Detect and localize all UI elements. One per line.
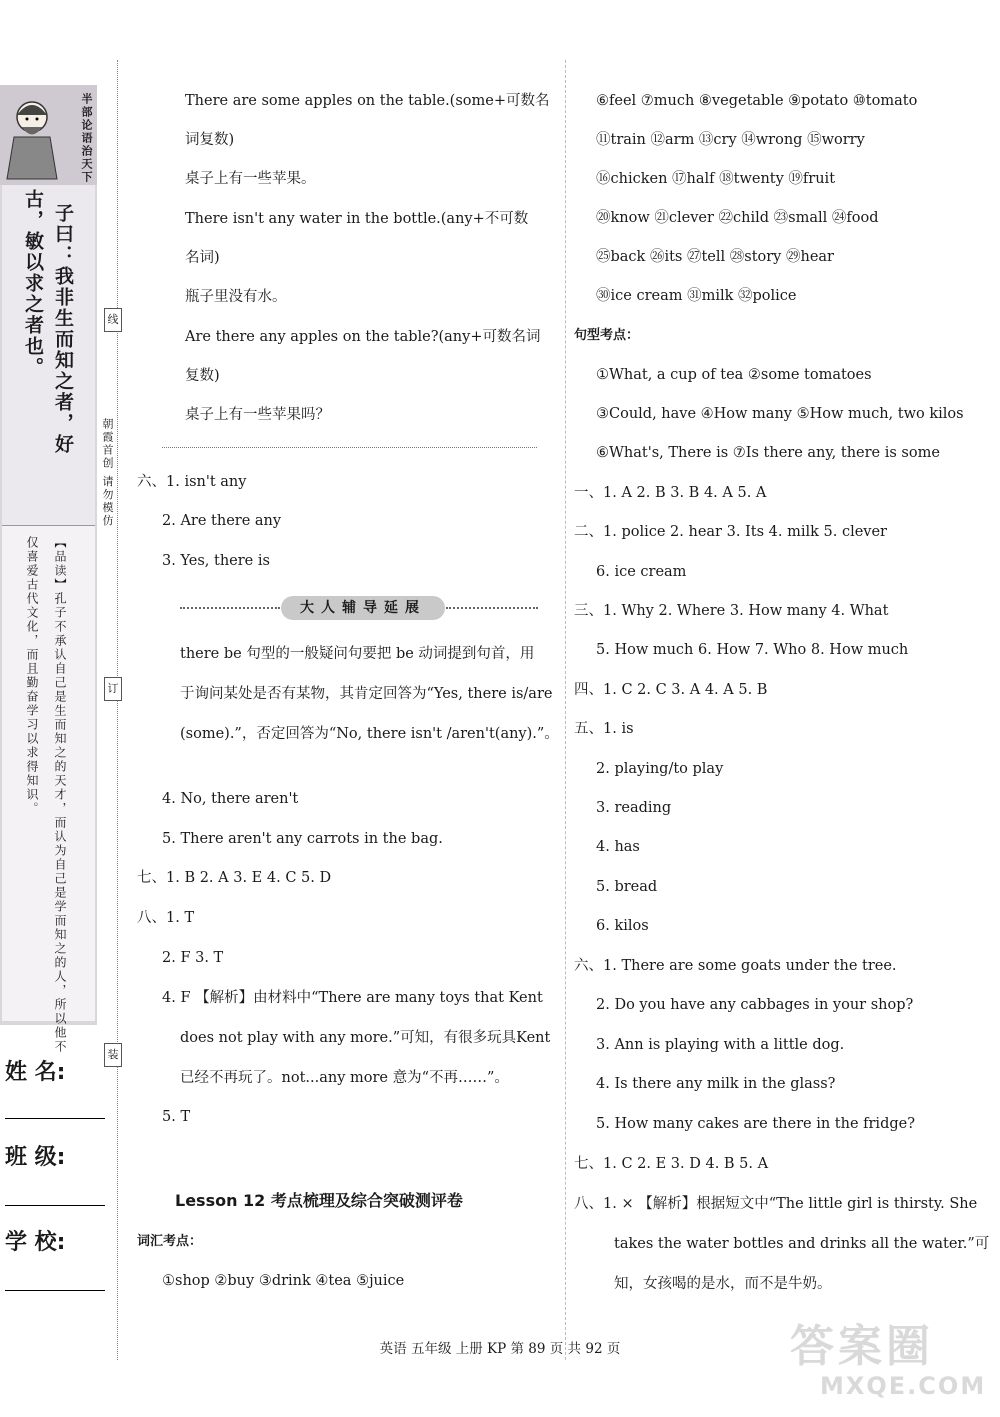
sec8-item-4-cont-2: 已经不再玩了。not...any more 意为“不再……”。	[180, 1070, 509, 1086]
explain-line-1: there be 句型的一般疑问句要把 be 动词提到句首，用	[180, 646, 535, 662]
badge-text: 半部论语治天下	[80, 93, 93, 184]
vocab-line-3: ⑪train ⑫arm ⑬cry ⑭wrong ⑮worry	[596, 132, 865, 148]
pattern-line-1: ①What, a cup of tea ②some tomatoes	[596, 367, 872, 383]
sec8-item-1: 八、1. T	[137, 910, 195, 926]
sec6-item-5: 5. There aren't any carrots in the bag.	[162, 831, 443, 847]
example-line-9: 桌子上有一些苹果吗？	[185, 407, 330, 423]
lesson-title: Lesson 12 考点梳理及综合突破测评卷	[175, 1191, 463, 1210]
explain-line-2: 于询问某处是否有某物，其肯定回答为“Yes, there is/are	[180, 686, 553, 702]
vocab-line-1: ①shop ②buy ③drink ④tea ⑤juice	[162, 1273, 405, 1289]
vocab-line-6: ㉕back ㉖its ㉗tell ㉘story ㉙hear	[596, 249, 834, 265]
answer-sec5-6: 6. kilos	[596, 918, 649, 934]
watermark-logo	[780, 1300, 990, 1410]
answer-sec1: 一、1. A 2. B 3. B 4. A 5. A	[574, 485, 767, 501]
sec8-item-2: 2. F 3. T	[162, 950, 224, 966]
reading-box	[2, 525, 95, 1054]
school-underline	[5, 1290, 105, 1291]
answer-sec4: 四、1. C 2. C 3. A 4. A 5. B	[574, 682, 768, 698]
example-line-5: 名词)	[185, 250, 220, 266]
vocab-line-7: ㉚ice cream ㉛milk ㉜police	[596, 288, 797, 304]
answer-sec8-1-cont-2: 知，女孩喝的是水，而不是牛奶。	[614, 1276, 832, 1292]
class-label: 班 级:	[5, 1145, 66, 1170]
confucius-figure-icon	[2, 87, 62, 182]
sec6-item-3: 3. Yes, there is	[162, 553, 270, 569]
answer-sec8-1: 八、1. × 【解析】根据短文中“The little girl is thirsty. She	[574, 1196, 978, 1212]
quote-col-2: 古，敏以求之者也。	[22, 189, 44, 378]
sec8-item-4-cont-1: does not play with any more.”可知，有很多玩具Kent	[180, 1030, 551, 1046]
copyright-notice: 朝霞首创 请勿模仿	[101, 418, 114, 528]
answer-sec5-1: 五、1. is	[574, 721, 634, 737]
page-footer: 英语 五年级 上册 KP 第 89 页 共 92 页	[379, 1341, 621, 1357]
answer-sec2-6: 6. ice cream	[596, 564, 687, 580]
answer-sec6-2: 2. Do you have any cabbages in your shop?	[596, 997, 914, 1013]
watermark-bottom: MXQE.COM	[820, 1372, 987, 1400]
sec8-item-4: 4. F 【解析】由材料中“There are many toys that Kent	[162, 990, 543, 1006]
example-line-7: Are there any apples on the table?(any+可数名词	[185, 329, 541, 345]
class-underline	[5, 1205, 105, 1206]
vocab-label: 词汇考点：	[137, 1234, 203, 1249]
name-label: 姓 名:	[5, 1060, 66, 1085]
binding-dotted-line	[117, 60, 118, 1360]
example-line-2: 词复数)	[185, 132, 235, 148]
name-underline	[5, 1118, 105, 1119]
cut-mark-order: 订	[104, 677, 122, 701]
quote-box	[2, 185, 95, 525]
vocab-line-4: ⑯chicken ⑰half ⑱twenty ⑲fruit	[596, 171, 836, 187]
pattern-label: 句型考点：	[574, 328, 640, 343]
answer-sec5-2: 2. playing/to play	[596, 761, 724, 777]
cut-mark-bind: 装	[104, 1043, 122, 1067]
section-separator	[162, 447, 537, 448]
vocab-line-2: ⑥feel ⑦much ⑧vegetable ⑨potato ⑩tomato	[596, 93, 918, 109]
answer-sec2: 二、1. police 2. hear 3. Its 4. milk 5. clever	[574, 524, 887, 540]
answer-sec6-5: 5. How many cakes are there in the fridge?	[596, 1116, 915, 1132]
confucius-panel	[0, 85, 97, 185]
watermark-top: 答案圈	[790, 1321, 934, 1372]
pattern-line-3: ⑥What's, There is ⑦Is there any, there is some	[596, 445, 940, 461]
sidebar	[0, 85, 97, 1054]
sec6-item-4: 4. No, there aren't	[162, 791, 299, 807]
example-line-8: 复数)	[185, 368, 220, 384]
example-line-4: There isn't any water in the bottle.(any+不可数	[185, 211, 529, 227]
example-line-1: There are some apples on the table.(some+可数名	[185, 93, 550, 109]
banner-line-left	[180, 607, 280, 609]
answer-sec5-3: 3. reading	[596, 800, 672, 816]
column-divider	[565, 60, 566, 1360]
answer-sec6-3: 3. Ann is playing with a little dog.	[596, 1037, 845, 1053]
answer-sec3-cont: 5. How much 6. How 7. Who 8. How much	[596, 642, 909, 658]
tutor-banner: 大人辅导延展	[281, 596, 445, 620]
reading-col-1: 【品读】孔子不承认自己是生而知之的天才，而认为自己是学而知之的人，所以他不	[53, 536, 67, 1054]
sec6-item-1: 六、1. isn't any	[137, 474, 247, 490]
example-line-6: 瓶子里没有水。	[185, 289, 287, 305]
answer-sec5-4: 4. has	[596, 839, 640, 855]
answer-sec3: 三、1. Why 2. Where 3. How many 4. What	[574, 603, 889, 619]
vocab-line-5: ⑳know ㉑clever ㉒child ㉓small ㉔food	[596, 210, 879, 226]
answer-sec5-5: 5. bread	[596, 879, 658, 895]
answer-sec6-1: 六、1. There are some goats under the tree.	[574, 958, 897, 974]
answer-sec7: 七、1. C 2. E 3. D 4. B 5. A	[574, 1156, 769, 1172]
answer-sec6-4: 4. Is there any milk in the glass?	[596, 1076, 836, 1092]
quote-col-1: 子曰：我非生而知之者，好	[52, 203, 74, 455]
banner-line-right	[446, 607, 538, 609]
sec7-answers: 七、1. B 2. A 3. E 4. C 5. D	[137, 870, 332, 886]
school-label: 学 校:	[5, 1230, 66, 1255]
sec6-item-2: 2. Are there any	[162, 513, 282, 529]
pattern-line-2: ③Could, have ④How many ⑤How much, two kilos	[596, 406, 964, 422]
sec8-item-5: 5. T	[162, 1109, 191, 1125]
explain-line-3: (some).”，否定回答为“No, there isn't /aren't(any).”。	[180, 726, 559, 742]
reading-col-2: 仅喜爱古代文化，而且勤奋学习以求得知识。	[25, 536, 39, 816]
example-line-3: 桌子上有一些苹果。	[185, 171, 316, 187]
cut-mark-line: 线	[104, 308, 122, 332]
answer-sec8-1-cont-1: takes the water bottles and drinks all the water.”可	[614, 1236, 990, 1252]
